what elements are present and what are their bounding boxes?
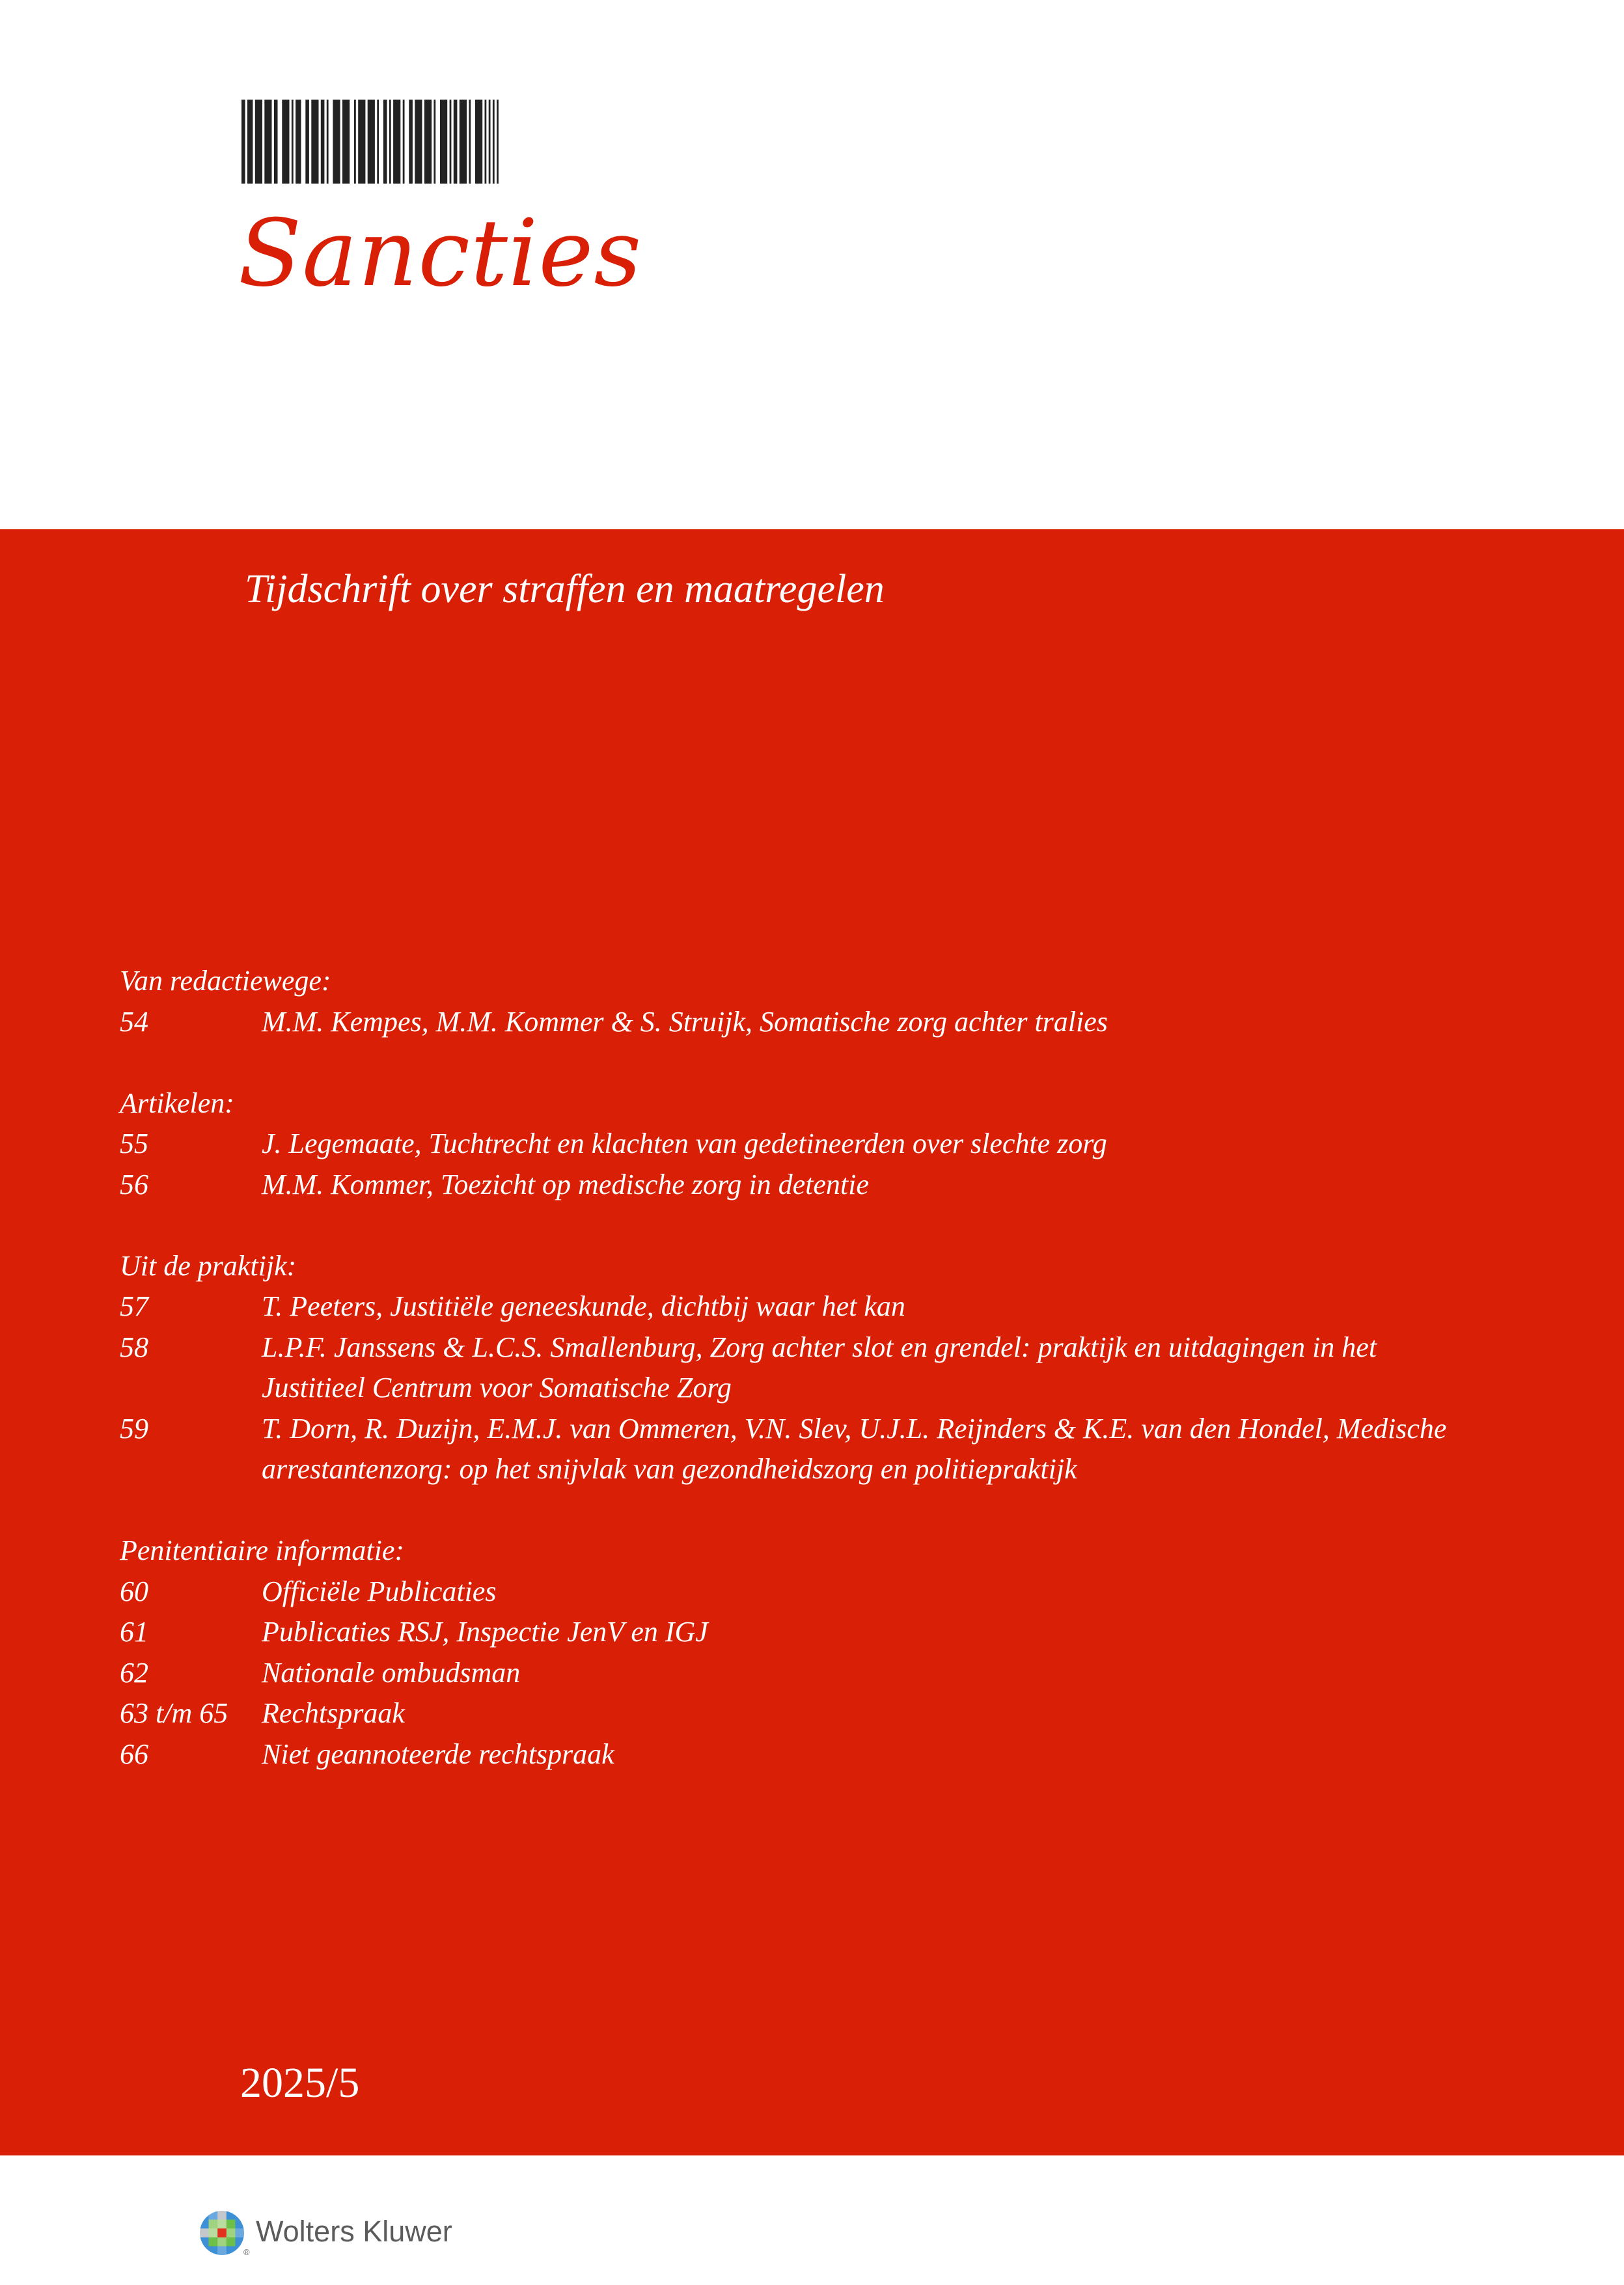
toc-entry-line: Nationale ombudsman	[262, 1656, 521, 1689]
toc-entry	[120, 1693, 1487, 1734]
toc-entry-line: Niet geannoteerde rechtspraak	[262, 1738, 614, 1770]
toc-entry-number: 66	[120, 1738, 148, 1770]
toc-entry-line: M.M. Kempes, M.M. Kommer & S. Struijk, Somatische zorg achter tralies	[262, 1005, 1108, 1038]
journal-title: Sancties	[238, 200, 642, 307]
logo-cell	[209, 2246, 218, 2255]
barcode-bar	[255, 100, 262, 184]
barcode-bar	[241, 100, 245, 184]
toc-entry-title	[262, 1693, 1433, 1734]
logo-cell	[217, 2211, 227, 2220]
barcode-bar	[415, 100, 422, 184]
logo-cell	[200, 2246, 209, 2255]
toc-entry-title	[262, 1286, 1433, 1327]
toc-entry-title	[262, 1572, 1433, 1613]
toc-section	[120, 1530, 1487, 1775]
barcode-bar	[434, 100, 435, 184]
toc-entry-number: 62	[120, 1656, 148, 1689]
toc-entry-line: Justitieel Centrum voor Somatische Zorg	[262, 1372, 732, 1404]
logo-cell	[235, 2220, 244, 2229]
table-of-contents	[120, 961, 1487, 1816]
toc-section-heading: Penitentiaire informatie:	[120, 1534, 405, 1566]
barcode-bar	[264, 100, 271, 184]
toc-entry	[120, 1165, 1487, 1206]
journal-subtitle: Tijdschrift over straffen en maatregelen	[245, 567, 885, 611]
barcode-bar	[440, 100, 447, 184]
toc-section-heading: Uit de praktijk:	[120, 1249, 297, 1282]
logo-cell	[209, 2237, 218, 2247]
logo-cell	[235, 2246, 244, 2255]
toc-section	[120, 1083, 1487, 1206]
toc-entry-line: Officiële Publicaties	[262, 1575, 497, 1607]
logo-cell	[227, 2220, 236, 2229]
barcode-bar	[282, 100, 289, 184]
toc-entry-line: Rechtspraak	[262, 1697, 405, 1729]
toc-entry-line: T. Peeters, Justitiële geneeskunde, dichtbij waar het kan	[262, 1290, 905, 1322]
logo-cell	[235, 2237, 244, 2247]
toc-entry	[120, 1572, 1487, 1613]
barcode-bar	[296, 100, 301, 184]
barcode-bar	[493, 100, 495, 184]
toc-entry	[120, 1653, 1487, 1694]
toc-entry-title	[262, 1327, 1433, 1409]
barcode-bar	[409, 100, 413, 184]
toc-section-heading: Artikelen:	[120, 1087, 234, 1119]
barcode-bar	[305, 100, 309, 184]
barcode-bar	[274, 100, 278, 184]
barcode-bar	[321, 100, 325, 184]
toc-entry	[120, 1612, 1487, 1653]
publisher-logo	[200, 2210, 244, 2256]
barcode-bar	[311, 100, 318, 184]
barcode-bar	[389, 100, 391, 184]
barcode-bar	[424, 100, 432, 184]
barcode-bar	[292, 100, 294, 184]
barcode-bar	[247, 100, 253, 184]
barcode-bar	[489, 100, 491, 184]
toc-entry-title	[262, 1653, 1433, 1694]
toc-entry-title	[262, 1612, 1433, 1653]
toc-entry-number: 56	[120, 1168, 148, 1200]
toc-entry-number: 60	[120, 1575, 148, 1607]
toc-entry	[120, 1124, 1487, 1165]
issue-number: 2025/5	[240, 2059, 360, 2107]
barcode-bar	[333, 100, 340, 184]
logo-cell	[227, 2211, 236, 2220]
logo-cell	[200, 2228, 209, 2237]
logo-cell	[200, 2220, 209, 2229]
toc-entry	[120, 1286, 1487, 1327]
logo-cell	[200, 2211, 209, 2220]
toc-section	[120, 1246, 1487, 1490]
logo-cell	[217, 2246, 227, 2255]
barcode-bar	[469, 100, 471, 184]
barcode-bar	[368, 100, 375, 184]
logo-cell	[235, 2228, 244, 2237]
toc-entry-number: 54	[120, 1005, 148, 1038]
barcode-bar	[354, 100, 356, 184]
logo-cell	[217, 2228, 227, 2237]
toc-entry-line: Publicaties RSJ, Inspectie JenV en IGJ	[262, 1616, 708, 1648]
barcode-bar	[342, 100, 350, 184]
toc-section	[120, 961, 1487, 1042]
toc-entry-line: L.P.F. Janssens & L.C.S. Smallenburg, Zorg achter slot en grendel: praktijk en uitdagingen in het	[262, 1331, 1377, 1363]
logo-cell	[235, 2211, 244, 2220]
registered-mark: ®	[243, 2247, 250, 2257]
toc-entry	[120, 1327, 1487, 1409]
barcode-bar	[485, 100, 487, 184]
wolters-kluwer-logo-icon	[200, 2211, 244, 2255]
logo-cell	[209, 2228, 218, 2237]
toc-entry-number: 58	[120, 1331, 148, 1363]
toc-entry-title	[262, 1734, 1433, 1775]
barcode-bar	[497, 100, 499, 184]
toc-entry-line: M.M. Kommer, Toezicht op medische zorg in detentie	[262, 1168, 869, 1200]
logo-cell	[227, 2228, 236, 2237]
toc-entry-number: 59	[120, 1412, 148, 1445]
barcode-bar	[475, 100, 482, 184]
logo-cell	[227, 2237, 236, 2247]
toc-entry-line: T. Dorn, R. Duzijn, E.M.J. van Ommeren, V.N. Slev, U.J.L. Reijnders & K.E. van den Hondel, Medische	[262, 1412, 1447, 1445]
logo-cell	[217, 2220, 227, 2229]
toc-section-heading: Van redactiewege:	[120, 965, 331, 997]
logo-cell	[217, 2237, 227, 2247]
toc-entry-title	[262, 1165, 1433, 1206]
barcode-bar	[383, 100, 387, 184]
barcode-bar	[393, 100, 400, 184]
toc-entry	[120, 1002, 1487, 1043]
barcode-bar	[358, 100, 365, 184]
toc-entry-title	[262, 1409, 1446, 1490]
logo-cell	[200, 2237, 209, 2247]
toc-entry-line: arrestantenzorg: op het snijvlak van gezondheidszorg en politiepraktijk	[262, 1453, 1077, 1485]
toc-entry-title	[262, 1002, 1433, 1043]
toc-entry	[120, 1734, 1487, 1775]
publisher-name: Wolters Kluwer	[256, 2215, 452, 2248]
toc-entry	[120, 1409, 1487, 1490]
toc-entry-title	[262, 1124, 1433, 1165]
barcode-bar	[460, 100, 467, 184]
barcode-bar	[403, 100, 405, 184]
toc-entry-line: J. Legemaate, Tuchtrecht en klachten van gedetineerden over slechte zorg	[262, 1128, 1107, 1159]
toc-entry-number: 63 t/m 65	[120, 1697, 228, 1729]
barcode-icon	[241, 100, 508, 184]
logo-cell	[209, 2211, 218, 2220]
logo-cell	[209, 2220, 218, 2229]
barcode-bar	[450, 100, 452, 184]
toc-entry-number: 61	[120, 1616, 148, 1648]
barcode-bar	[377, 100, 379, 184]
barcode-bar	[454, 100, 458, 184]
toc-entry-number: 55	[120, 1128, 148, 1159]
barcode-bar	[327, 100, 329, 184]
toc-entry-number: 57	[120, 1290, 148, 1322]
logo-cell	[227, 2246, 236, 2255]
